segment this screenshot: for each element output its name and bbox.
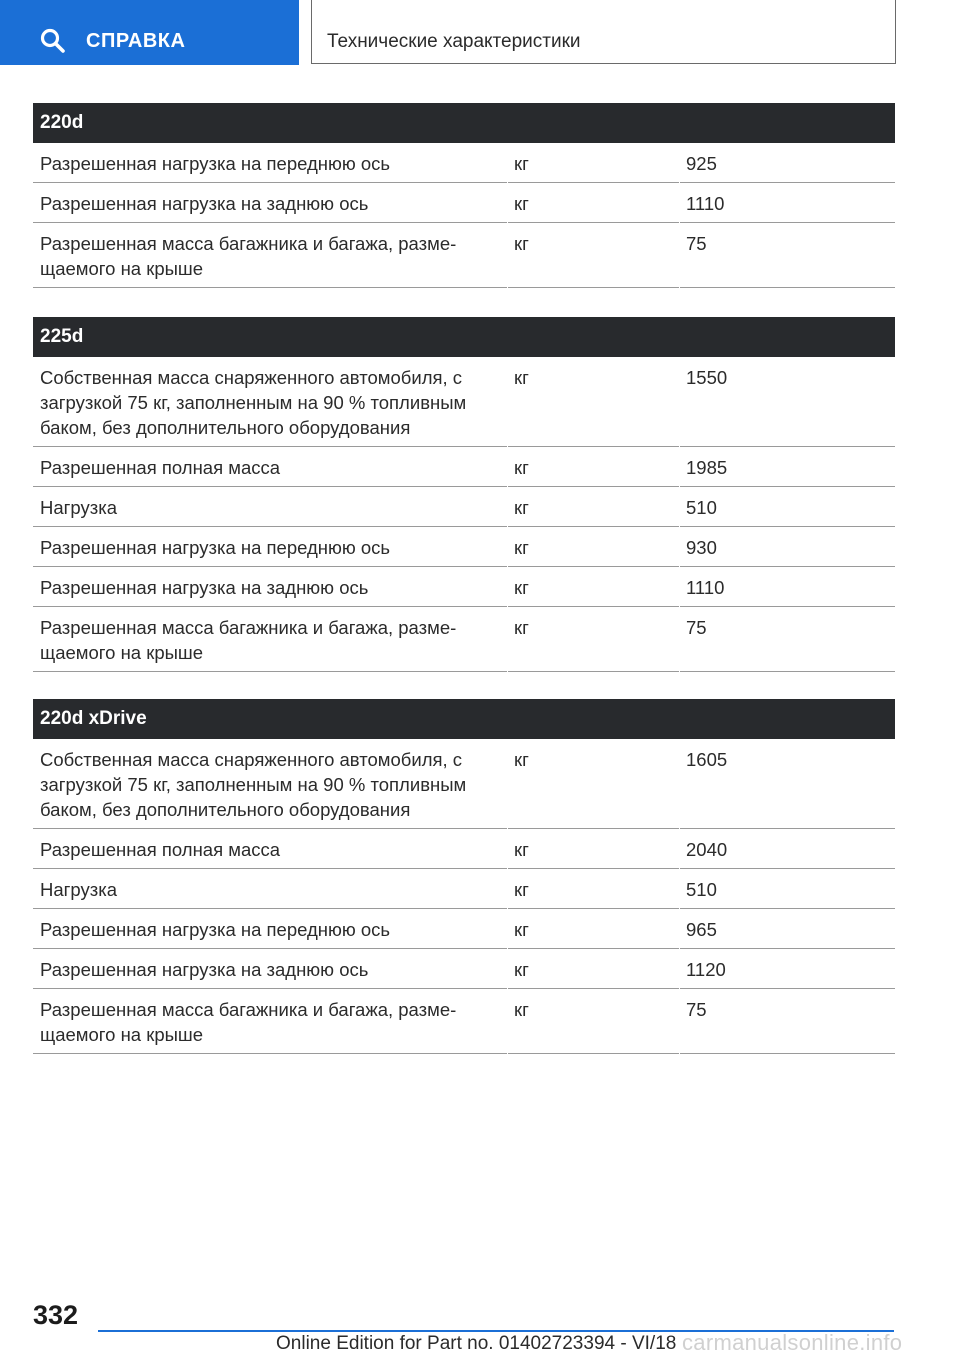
spec-table [33,317,895,672]
row-label: Собственная масса снаряженного автомобиля, с загрузкой 75 кг, заполненным на 90 % топливным баком, без дополнительного оборудования [40,749,467,820]
table-row [33,527,895,567]
column-separator [507,829,508,869]
column-separator [507,487,508,527]
row-value: 965 [686,919,717,940]
table-row [33,567,895,607]
row-value: 1110 [686,577,725,598]
chapter-title: Технические характеристики [327,31,581,52]
edition-text: Online Edition for Part no. 01402723394 - VI/18 [276,1333,677,1354]
table-row [33,447,895,487]
row-label: Разрешенная полная масса [40,457,281,478]
section-header: 225d [33,317,895,357]
row-value: 1985 [686,457,728,478]
column-separator [679,949,680,989]
column-separator [679,527,680,567]
column-separator [679,869,680,909]
row-label: Разрешенная нагрузка на заднюю ось [40,959,369,980]
table-row [33,869,895,909]
column-separator [507,183,508,223]
spec-table [33,699,895,1054]
reference-tab[interactable] [0,0,299,65]
table-row [33,989,895,1054]
row-label: Разрешенная полная масса [40,839,281,860]
section-header: 220d [33,103,895,143]
column-separator [507,567,508,607]
row-unit: кг [514,919,529,940]
column-separator [679,223,680,288]
column-separator [679,989,680,1054]
row-value: 930 [686,537,717,558]
row-label: Нагрузка [40,879,117,900]
table-row [33,607,895,672]
table-row [33,829,895,869]
row-unit: кг [514,839,529,860]
watermark: carmanualsonline.info [682,1330,903,1355]
row-value: 1605 [686,749,728,770]
column-separator [507,739,508,829]
row-unit: кг [514,367,529,388]
row-unit: кг [514,999,529,1020]
search-icon [40,28,66,54]
column-separator [679,909,680,949]
table-row [33,357,895,447]
column-separator [507,447,508,487]
row-value: 510 [686,497,717,518]
column-separator [679,487,680,527]
column-separator [507,869,508,909]
table-row [33,949,895,989]
section-header: 220d xDrive [33,699,895,739]
column-separator [679,183,680,223]
column-separator [679,739,680,829]
column-separator [507,607,508,672]
row-label: Разрешенная масса багажника и багажа, разме- щаемого на крыше [40,617,457,663]
row-value: 510 [686,879,717,900]
table-row [33,739,895,829]
row-unit: кг [514,537,529,558]
table-row [33,183,895,223]
reference-tab-label: СПРАВКА [86,30,186,52]
row-value: 1110 [686,193,725,214]
table-row [33,143,895,183]
row-label: Разрешенная нагрузка на заднюю ось [40,577,369,598]
column-separator [679,607,680,672]
column-separator [507,357,508,447]
row-unit: кг [514,497,529,518]
column-separator [507,949,508,989]
table-row [33,223,895,288]
column-separator [679,143,680,183]
row-unit: кг [514,193,529,214]
spec-table [33,103,895,288]
row-label: Разрешенная нагрузка на заднюю ось [40,193,369,214]
row-unit: кг [514,749,529,770]
row-value: 925 [686,153,717,174]
row-unit: кг [514,617,529,638]
row-unit: кг [514,577,529,598]
row-unit: кг [514,879,529,900]
row-unit: кг [514,457,529,478]
column-separator [679,829,680,869]
row-value: 2040 [686,839,728,860]
column-separator [507,989,508,1054]
row-value: 75 [686,999,707,1020]
row-label: Собственная масса снаряженного автомобиля, с загрузкой 75 кг, заполненным на 90 % топливным баком, без дополнительного оборудования [40,367,467,438]
table-row [33,487,895,527]
row-label: Разрешенная масса багажника и багажа, разме- щаемого на крыше [40,233,457,279]
row-value: 1550 [686,367,728,388]
row-label: Разрешенная нагрузка на переднюю ось [40,537,391,558]
column-separator [507,527,508,567]
page-number: 332 [33,1300,79,1330]
row-label: Разрешенная масса багажника и багажа, разме- щаемого на крыше [40,999,457,1045]
column-separator [507,909,508,949]
column-separator [679,357,680,447]
row-label: Разрешенная нагрузка на переднюю ось [40,153,391,174]
column-separator [679,567,680,607]
row-label: Разрешенная нагрузка на переднюю ось [40,919,391,940]
column-separator [679,447,680,487]
column-separator [507,143,508,183]
row-label: Нагрузка [40,497,117,518]
row-unit: кг [514,233,529,254]
column-separator [507,223,508,288]
row-value: 75 [686,233,707,254]
table-row [33,909,895,949]
row-unit: кг [514,153,529,174]
chapter-header [311,0,896,64]
row-value: 1120 [686,959,726,980]
row-unit: кг [514,959,529,980]
row-value: 75 [686,617,707,638]
